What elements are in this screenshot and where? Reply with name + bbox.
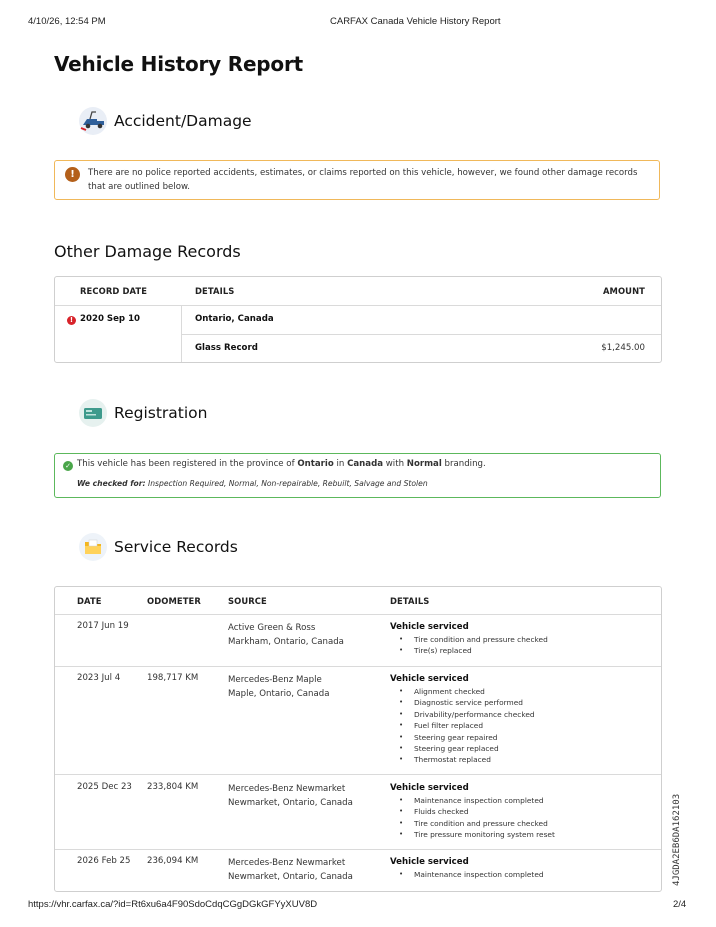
- service-item: • Tire pressure monitoring system reset: [390, 829, 555, 840]
- service-source-name: Active Green & Ross: [228, 623, 316, 633]
- service-item: • Diagnostic service performed: [390, 697, 535, 708]
- service-odometer: 198,717 KM: [147, 673, 199, 683]
- service-source-location: Newmarket, Ontario, Canada: [228, 872, 353, 882]
- service-item: • Maintenance inspection completed: [390, 869, 544, 880]
- print-url[interactable]: https://vhr.carfax.ca/?id=Rt6xu6a4F90SdoCdqCGgDGkGFYyXUV8D: [28, 899, 318, 910]
- service-section-title: Service Records: [114, 538, 238, 556]
- service-source: [228, 621, 344, 649]
- accident-alert: [54, 160, 660, 200]
- vin-side-code: 4JGDA2EB6DA162103: [672, 793, 682, 886]
- col-header-date: DATE: [77, 596, 102, 606]
- service-item: • Tire condition and pressure checked: [390, 818, 555, 829]
- service-source-name: Mercedes-Benz Newmarket: [228, 784, 346, 794]
- registration-line: This vehicle has been registered in the province of Ontario in Canada with Normal branding.: [77, 459, 486, 469]
- service-date: 2017 Jun 19: [77, 621, 129, 631]
- service-item: • Fluids checked: [390, 806, 555, 817]
- check-icon: ✓: [63, 461, 73, 471]
- col-header-details: DETAILS: [195, 286, 235, 296]
- damage-record-detail: Glass Record: [195, 343, 258, 353]
- service-item: • Tire condition and pressure checked: [390, 634, 548, 645]
- folder-icon: [78, 532, 108, 566]
- service-date: 2025 Dec 23: [77, 782, 132, 792]
- service-source-location: Newmarket, Ontario, Canada: [228, 798, 353, 808]
- damage-record-date: 2020 Sep 10: [80, 314, 141, 324]
- registration-alert: [54, 453, 661, 498]
- service-item: • Steering gear repaired: [390, 732, 535, 743]
- service-source-name: Mercedes-Benz Maple: [228, 675, 322, 685]
- service-odometer: 233,804 KM: [147, 782, 199, 792]
- print-page-number: 2/4: [673, 899, 687, 910]
- service-detail-title: Vehicle serviced: [390, 622, 469, 632]
- col-header-record-date: RECORD DATE: [80, 286, 148, 296]
- service-source: [228, 782, 353, 810]
- service-details: [390, 782, 555, 841]
- service-detail-title: Vehicle serviced: [390, 783, 469, 793]
- service-date: 2026 Feb 25: [77, 856, 131, 866]
- service-details: [390, 673, 535, 766]
- accident-alert-text: There are no police reported accidents, estimates, or claims reported on this vehicle, however, we found other damage records that are outlined below.: [88, 168, 638, 192]
- other-damage-title: Other Damage Records: [54, 242, 241, 261]
- service-date: 2023 Jul 4: [77, 673, 121, 683]
- registration-checked: We checked for: Inspection Required, Normal, Non-repairable, Rebuilt, Salvage and Stolen: [77, 479, 428, 488]
- error-icon: !: [67, 316, 76, 325]
- warning-icon: !: [65, 167, 80, 182]
- print-datetime: 4/10/26, 12:54 PM: [28, 16, 106, 27]
- service-item: • Maintenance inspection completed: [390, 795, 555, 806]
- service-item: • Steering gear replaced: [390, 743, 535, 754]
- service-records-table: [54, 586, 662, 892]
- registration-icon: [78, 398, 108, 432]
- service-details: [390, 856, 544, 880]
- service-detail-title: Vehicle serviced: [390, 674, 469, 684]
- service-details: [390, 621, 548, 657]
- service-item: • Drivability/performance checked: [390, 709, 535, 720]
- service-source-name: Mercedes-Benz Newmarket: [228, 858, 346, 868]
- registration-section-title: Registration: [114, 404, 208, 422]
- service-odometer: 236,094 KM: [147, 856, 199, 866]
- page-title: Vehicle History Report: [54, 52, 303, 76]
- col-header-source: SOURCE: [228, 596, 267, 606]
- service-source: [228, 856, 353, 884]
- service-item: • Alignment checked: [390, 686, 535, 697]
- service-source: [228, 673, 329, 701]
- damage-record-location: Ontario, Canada: [195, 314, 274, 324]
- service-source-location: Maple, Ontario, Canada: [228, 689, 330, 699]
- service-item: • Tire(s) replaced: [390, 645, 548, 656]
- service-source-location: Markham, Ontario, Canada: [228, 637, 344, 647]
- service-item: • Fuel filter replaced: [390, 720, 535, 731]
- print-title: CARFAX Canada Vehicle History Report: [330, 16, 501, 27]
- col-header-service-details: DETAILS: [390, 596, 430, 606]
- service-detail-title: Vehicle serviced: [390, 857, 469, 867]
- col-header-odometer: ODOMETER: [147, 596, 201, 606]
- damage-records-table: [54, 276, 662, 363]
- tow-truck-icon: [78, 106, 108, 140]
- accident-section-title: Accident/Damage: [114, 112, 252, 130]
- damage-record-amount: $1,245.00: [601, 343, 645, 353]
- col-header-amount: AMOUNT: [602, 286, 645, 296]
- service-item: • Thermostat replaced: [390, 754, 535, 765]
